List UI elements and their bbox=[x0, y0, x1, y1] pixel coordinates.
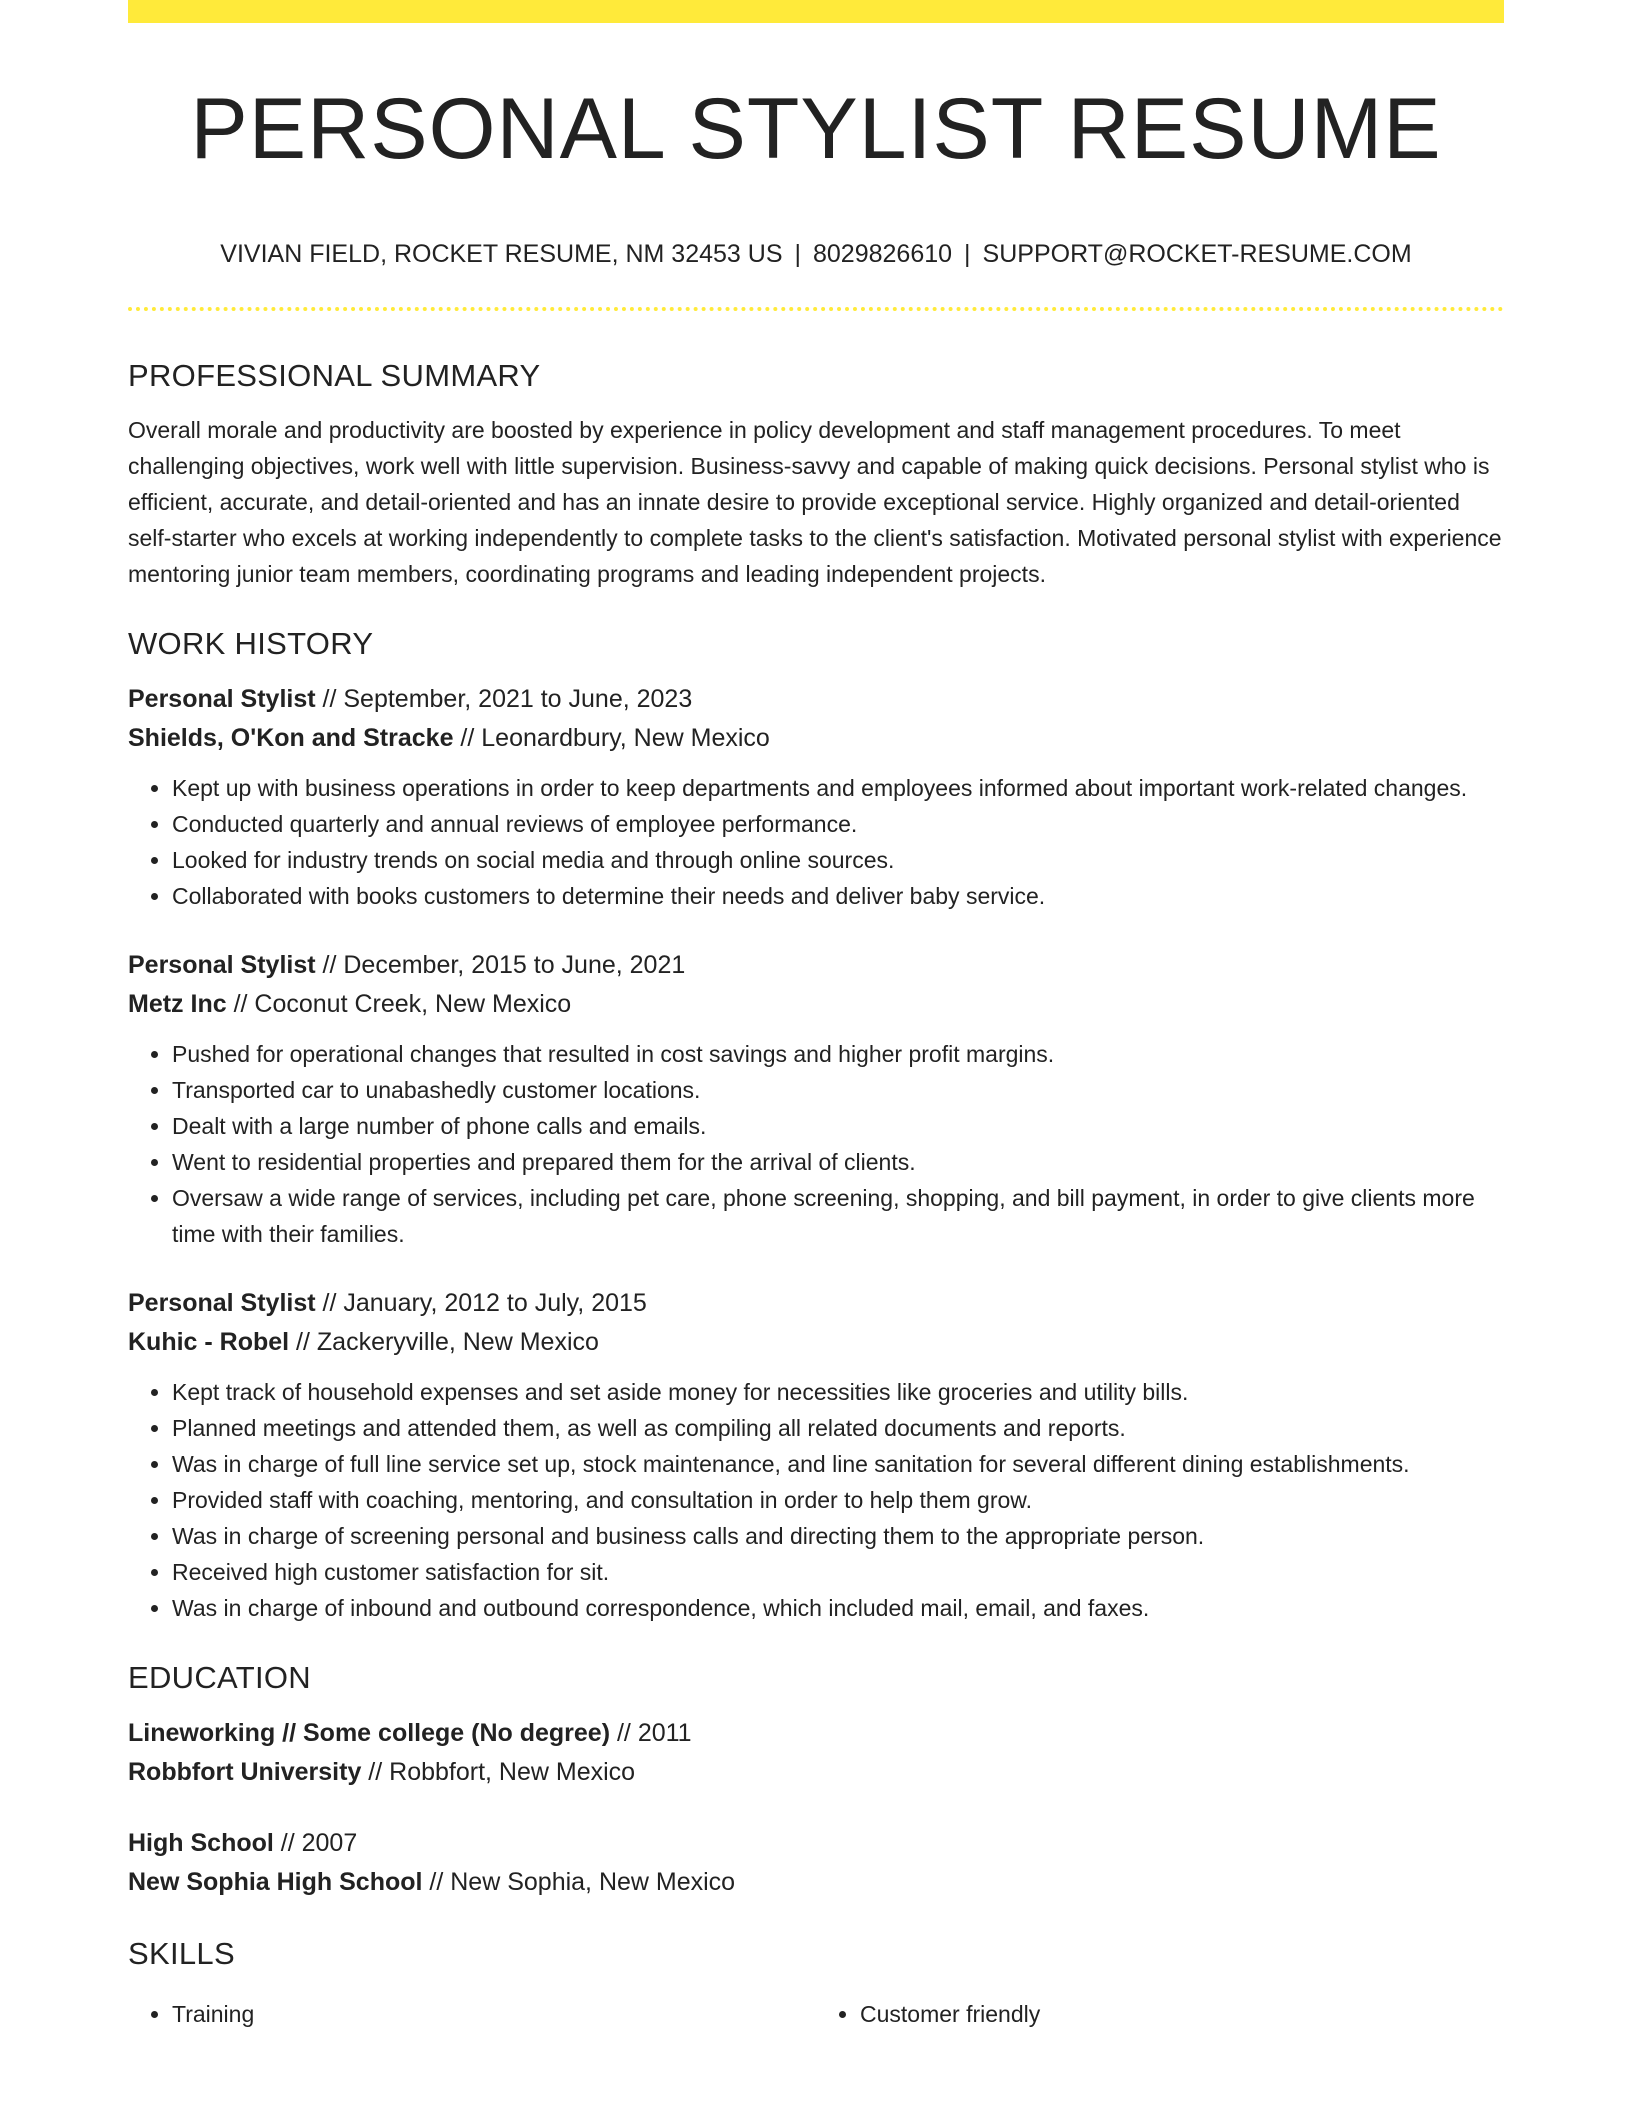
job-company-line bbox=[128, 1323, 1504, 1362]
resume-body bbox=[128, 352, 1504, 2032]
section-heading-education: EDUCATION bbox=[128, 1660, 311, 1695]
job-dates: // January, 2012 to July, 2015 bbox=[315, 1289, 647, 1317]
contact-separator: | bbox=[964, 240, 971, 268]
education-degree-line bbox=[128, 1714, 1504, 1753]
list-item: • Collaborated with books customers to determine their needs and deliver baby service. bbox=[172, 878, 1504, 914]
resume-title: PERSONAL STYLIST RESUME bbox=[190, 81, 1442, 177]
list-item: • Oversaw a wide range of services, including pet care, phone screening, shopping, and bill payment, in order to give clients more time with their families. bbox=[172, 1180, 1504, 1252]
skills-list-left bbox=[128, 1996, 816, 2032]
education-entry bbox=[128, 1824, 1504, 1902]
contact-line bbox=[128, 236, 1504, 272]
job-company-line bbox=[128, 985, 1504, 1024]
contact-separator: | bbox=[794, 240, 801, 268]
job-dates: // December, 2015 to June, 2021 bbox=[315, 951, 686, 979]
list-item: • Pushed for operational changes that resulted in cost savings and higher profit margins. bbox=[172, 1036, 1504, 1072]
job-company: Kuhic - Robel bbox=[128, 1328, 290, 1356]
job-bullets bbox=[128, 770, 1504, 914]
job-company-line bbox=[128, 719, 1504, 758]
education-school: Robbfort University bbox=[128, 1758, 362, 1786]
list-item: • Dealt with a large number of phone calls and emails. bbox=[172, 1108, 1504, 1144]
job-entry bbox=[128, 680, 1504, 914]
list-item: • Conducted quarterly and annual reviews of employee performance. bbox=[172, 806, 1504, 842]
job-bullets bbox=[128, 1374, 1504, 1626]
list-item: • Went to residential properties and prepared them for the arrival of clients. bbox=[172, 1144, 1504, 1180]
job-dates: // September, 2021 to June, 2023 bbox=[315, 685, 693, 713]
list-item: • Was in charge of inbound and outbound correspondence, which included mail, email, and faxes. bbox=[172, 1590, 1504, 1626]
education-year: // 2007 bbox=[273, 1829, 358, 1857]
education-school: New Sophia High School bbox=[128, 1868, 423, 1896]
job-entry bbox=[128, 946, 1504, 1252]
education-section bbox=[128, 1654, 1504, 1902]
education-degree: High School bbox=[128, 1829, 274, 1857]
job-location: // Zackeryville, New Mexico bbox=[289, 1328, 599, 1356]
job-bullets bbox=[128, 1036, 1504, 1252]
education-location: // New Sophia, New Mexico bbox=[422, 1868, 736, 1896]
section-heading-skills: SKILLS bbox=[128, 1936, 235, 1971]
list-item: • Planned meetings and attended them, as well as compiling all related documents and reports. bbox=[172, 1410, 1504, 1446]
work-history-section bbox=[128, 620, 1504, 1626]
list-item: • Provided staff with coaching, mentoring, and consultation in order to help them grow. bbox=[172, 1482, 1504, 1518]
job-title: Personal Stylist bbox=[128, 1289, 316, 1317]
education-location: // Robbfort, New Mexico bbox=[361, 1758, 636, 1786]
job-title-line bbox=[128, 680, 1504, 719]
skills-section bbox=[128, 1930, 1504, 2032]
list-item: • Received high customer satisfaction for sit. bbox=[172, 1554, 1504, 1590]
education-school-line bbox=[128, 1863, 1504, 1902]
top-accent-bar bbox=[128, 0, 1504, 23]
education-entry bbox=[128, 1714, 1504, 1792]
job-location: // Leonardbury, New Mexico bbox=[453, 724, 770, 752]
job-location: // Coconut Creek, New Mexico bbox=[226, 990, 572, 1018]
education-year: // 2011 bbox=[610, 1719, 692, 1747]
job-company: Shields, O'Kon and Stracke bbox=[128, 724, 454, 752]
job-title-line bbox=[128, 946, 1504, 985]
job-entry bbox=[128, 1284, 1504, 1626]
section-heading-work-history: WORK HISTORY bbox=[128, 626, 374, 661]
list-item: • Kept up with business operations in order to keep departments and employees informed about important work-related changes. bbox=[172, 770, 1504, 806]
list-item: • Kept track of household expenses and set aside money for necessities like groceries and utility bills. bbox=[172, 1374, 1504, 1410]
education-school-line bbox=[128, 1753, 1504, 1792]
skills-columns bbox=[128, 1996, 1504, 2032]
contact-phone: 8029826610 bbox=[813, 240, 953, 268]
list-item: • Training bbox=[172, 1996, 816, 2032]
contact-email: SUPPORT@ROCKET-RESUME.COM bbox=[982, 240, 1412, 268]
education-degree-line bbox=[128, 1824, 1504, 1863]
contact-address: VIVIAN FIELD, ROCKET RESUME, NM 32453 US bbox=[220, 240, 783, 268]
job-company: Metz Inc bbox=[128, 990, 227, 1018]
skills-list-right bbox=[816, 1996, 1504, 2032]
summary-section bbox=[128, 352, 1504, 592]
job-title-line bbox=[128, 1284, 1504, 1323]
list-item: • Transported car to unabashedly customer locations. bbox=[172, 1072, 1504, 1108]
list-item: • Looked for industry trends on social media and through online sources. bbox=[172, 842, 1504, 878]
summary-text: Overall morale and productivity are boosted by experience in policy development and staff management procedures. To meet challenging objectives, work well with little supervision. Business-savvy and capable of making quick decisions. Personal stylist who is efficient, accurate, and detail-oriented and has an innate desire to provide exceptional service. Highly organized and detail-oriented self-starter who excels at working independently to complete tasks to the client's satisfaction. Motivated personal stylist with experience mentoring junior team members, coordinating programs and leading independent projects. bbox=[128, 417, 1502, 587]
job-title: Personal Stylist bbox=[128, 951, 316, 979]
list-item: • Was in charge of screening personal and business calls and directing them to the appropriate person. bbox=[172, 1518, 1504, 1554]
job-title: Personal Stylist bbox=[128, 685, 316, 713]
list-item: • Was in charge of full line service set up, stock maintenance, and line sanitation for several different dining establishments. bbox=[172, 1446, 1504, 1482]
dotted-divider bbox=[128, 307, 1504, 311]
section-heading-summary: PROFESSIONAL SUMMARY bbox=[128, 358, 541, 393]
list-item: • Customer friendly bbox=[860, 1996, 1504, 2032]
education-degree: Lineworking // Some college (No degree) bbox=[128, 1719, 611, 1747]
